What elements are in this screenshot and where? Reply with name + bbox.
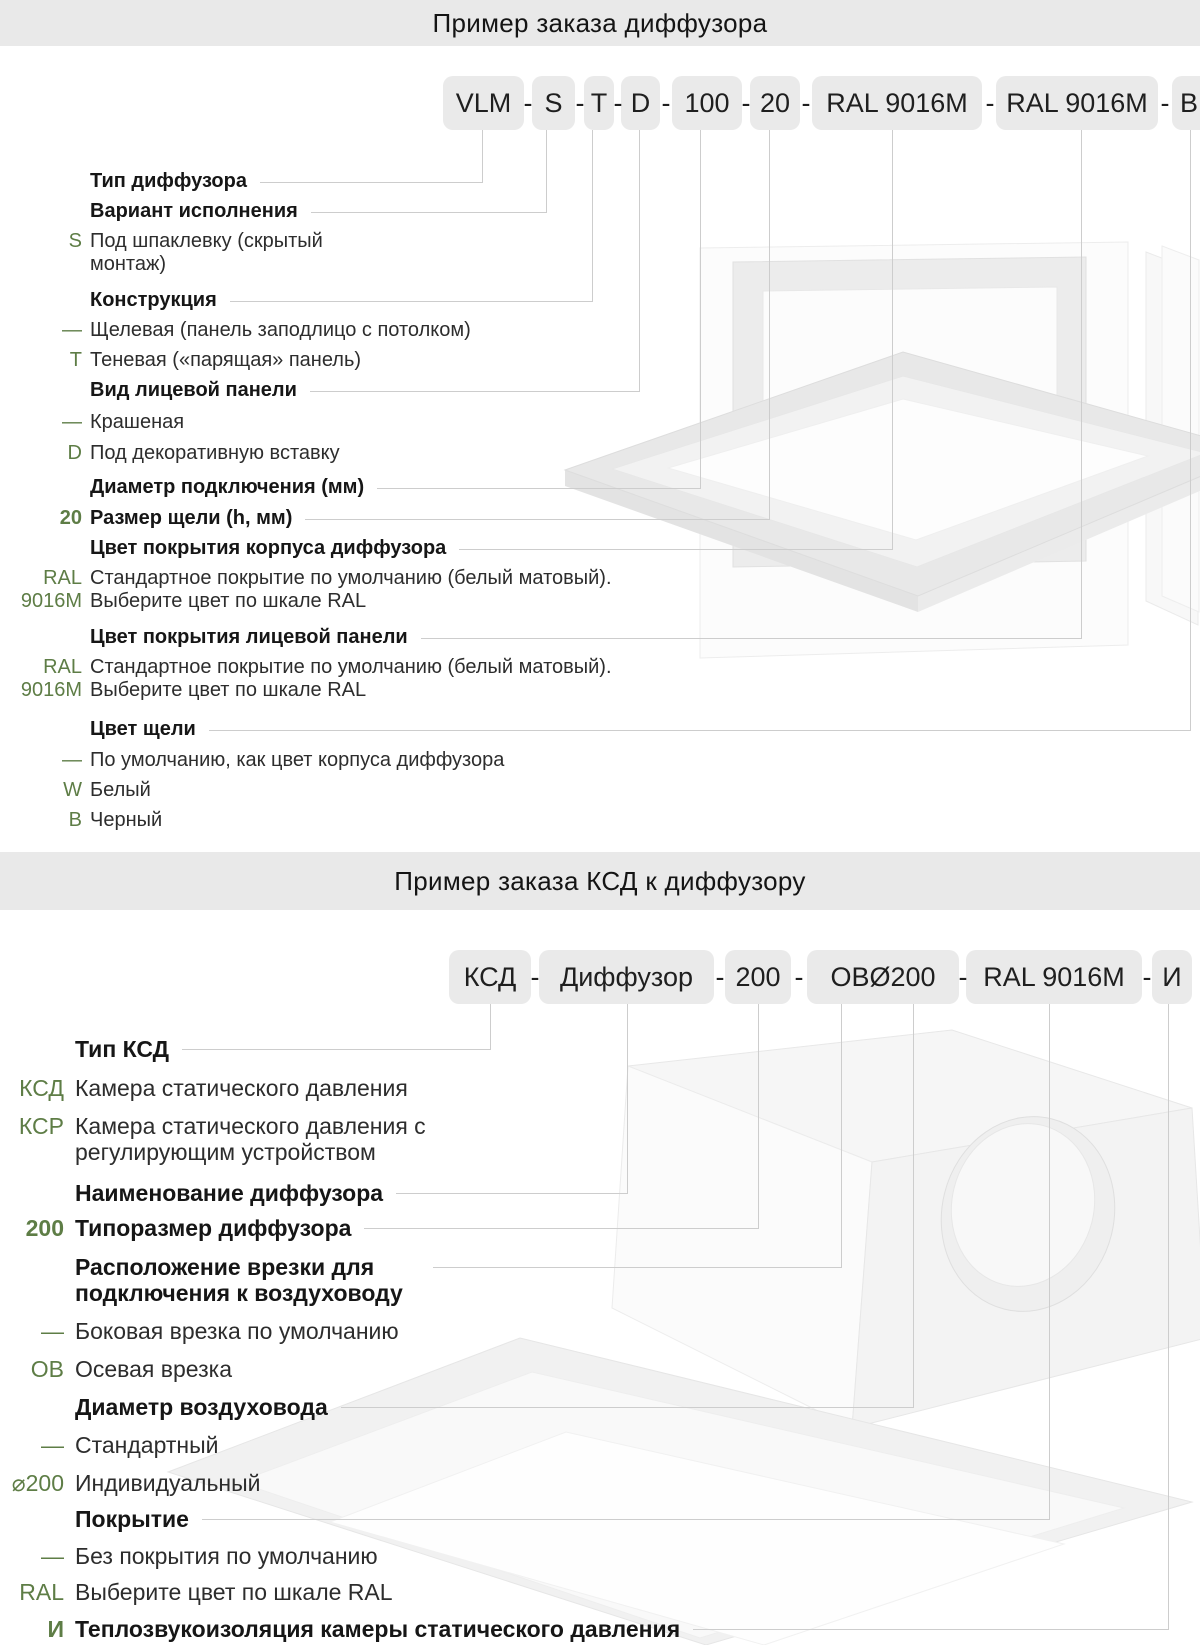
item-label: Конструкция <box>90 289 217 311</box>
item-label: Диаметр подключения (мм) <box>90 476 365 498</box>
item-label: Тип диффузора <box>90 170 247 192</box>
item-label: Расположение врезки для подключения к воздуховоду <box>75 1254 403 1306</box>
list-item <box>0 1075 1200 1101</box>
item-label: Вариант исполнения <box>90 200 298 222</box>
item-code: RAL <box>19 1579 64 1605</box>
list-item <box>0 200 1200 223</box>
item-text: Крашеная <box>90 411 185 433</box>
code-part-box: 20 <box>750 76 800 130</box>
list-item <box>0 1579 1200 1605</box>
code-separator: - <box>575 87 585 118</box>
list-item <box>0 1432 1200 1458</box>
list-item <box>0 749 1200 772</box>
item-text: Индивидуальный <box>75 1470 261 1496</box>
item-text: По умолчанию, как цвет корпуса диффузора <box>90 749 505 771</box>
item-code: — <box>62 319 82 341</box>
code-part-box: D <box>621 76 660 130</box>
section1-header <box>0 0 1200 46</box>
item-label: Теплозвукоизоляция камеры статического давления <box>75 1616 681 1642</box>
item-label: Диаметр воздуховода <box>75 1394 328 1420</box>
list-item <box>0 442 1200 465</box>
list-item <box>0 319 1200 342</box>
section2-title: Пример заказа КСД к диффузору <box>394 865 806 896</box>
list-item <box>0 1215 1200 1241</box>
item-code: — <box>41 1543 64 1569</box>
item-code: — <box>62 749 82 771</box>
code-part-box: 200 <box>725 950 791 1004</box>
item-text: Белый <box>90 779 151 801</box>
item-label: Цвет покрытия лицевой панели <box>90 626 408 648</box>
code-separator: - <box>1160 87 1170 118</box>
item-label: Типоразмер диффузора <box>75 1215 352 1241</box>
list-item <box>0 230 1200 276</box>
item-code: RAL 9016M <box>20 656 82 701</box>
list-item <box>0 349 1200 372</box>
code-separator: - <box>985 87 995 118</box>
item-code: 20 <box>59 507 82 529</box>
list-item <box>0 1036 1200 1062</box>
item-text: Черный <box>90 809 163 831</box>
code-separator: - <box>530 961 540 992</box>
list-item <box>0 1506 1200 1532</box>
item-text: Стандартное покрытие по умолчанию (белый матовый). Выберите цвет по шкале RAL <box>90 656 612 701</box>
item-text: Щелевая (панель заподлицо с потолком) <box>90 319 471 341</box>
item-text: Без покрытия по умолчанию <box>75 1543 378 1569</box>
code-part-box: Диффузор <box>539 950 714 1004</box>
item-code: D <box>67 442 82 464</box>
code-part-box: КСД <box>449 950 531 1004</box>
code-separator: - <box>715 961 725 992</box>
item-code: B <box>68 809 82 831</box>
code-part-box: RAL 9016M <box>996 76 1158 130</box>
code-separator: - <box>661 87 671 118</box>
item-code: ОВ <box>30 1356 64 1382</box>
code-part-box: S <box>532 76 575 130</box>
item-code: КСД <box>19 1075 64 1101</box>
list-item <box>0 1113 1200 1165</box>
item-code: — <box>62 411 82 433</box>
list-item <box>0 1356 1200 1382</box>
list-item <box>0 1180 1200 1206</box>
list-item <box>0 567 1200 613</box>
code-part-box: RAL 9016M <box>812 76 982 130</box>
list-item <box>0 809 1200 832</box>
list-item <box>0 476 1200 499</box>
item-code: RAL 9016M <box>20 567 82 612</box>
item-label: Размер щели (h, мм) <box>90 507 293 529</box>
code-part-box: VLM <box>443 76 524 130</box>
item-label: Наименование диффузора <box>75 1180 384 1206</box>
item-text: Стандартное покрытие по умолчанию (белый матовый). Выберите цвет по шкале RAL <box>90 567 612 612</box>
item-code: КСР <box>18 1113 64 1139</box>
code-separator: - <box>741 87 751 118</box>
code-part-box: B <box>1172 76 1200 130</box>
item-text: Под декоративную вставку <box>90 442 340 464</box>
item-label: Цвет щели <box>90 718 196 740</box>
list-item <box>0 507 1200 530</box>
list-item <box>0 1616 1200 1642</box>
item-text: Осевая врезка <box>75 1356 232 1382</box>
item-code: 200 <box>25 1215 64 1241</box>
list-item <box>0 537 1200 560</box>
item-code: S <box>68 230 82 252</box>
item-code: И <box>47 1616 64 1642</box>
item-code: W <box>63 779 82 801</box>
item-label: Покрытие <box>75 1506 189 1532</box>
item-text: Стандартный <box>75 1432 219 1458</box>
item-label: Цвет покрытия корпуса диффузора <box>90 537 447 559</box>
item-code: — <box>41 1318 64 1344</box>
code-part-box: RAL 9016M <box>966 950 1142 1004</box>
item-text: Выберите цвет по шкале RAL <box>75 1579 393 1605</box>
item-label: Вид лицевой панели <box>90 379 297 401</box>
list-item <box>0 1394 1200 1420</box>
item-text: Боковая врезка по умолчанию <box>75 1318 399 1344</box>
section1-title: Пример заказа диффузора <box>432 7 768 38</box>
code-separator: - <box>523 87 533 118</box>
item-label: Тип КСД <box>75 1036 170 1062</box>
code-separator: - <box>613 87 623 118</box>
list-item <box>0 289 1200 312</box>
item-code: T <box>69 349 82 371</box>
list-item <box>0 656 1200 702</box>
item-text: Под шпаклевку (скрытый монтаж) <box>90 230 323 275</box>
section2-header <box>0 852 1200 910</box>
code-separator: - <box>1142 961 1152 992</box>
list-item <box>0 379 1200 402</box>
list-item <box>0 1543 1200 1569</box>
list-item <box>0 779 1200 802</box>
item-code: ⌀200 <box>11 1470 64 1496</box>
code-separator: - <box>958 961 968 992</box>
code-part-box: ОВØ200 <box>807 950 959 1004</box>
list-item <box>0 1254 1200 1306</box>
code-part-box: T <box>584 76 614 130</box>
code-part-box: И <box>1152 950 1192 1004</box>
list-item <box>0 1318 1200 1344</box>
code-part-box: 100 <box>672 76 742 130</box>
code-separator: - <box>801 87 811 118</box>
list-item <box>0 718 1200 741</box>
item-text: Камера статического давления <box>75 1075 408 1101</box>
list-item <box>0 626 1200 649</box>
item-code: — <box>41 1432 64 1458</box>
item-text: Теневая («парящая» панель) <box>90 349 362 371</box>
list-item <box>0 411 1200 434</box>
list-item <box>0 170 1200 193</box>
code-separator: - <box>794 961 804 992</box>
list-item <box>0 1470 1200 1496</box>
item-text: Камера статического давления с регулирующим устройством <box>75 1113 426 1165</box>
